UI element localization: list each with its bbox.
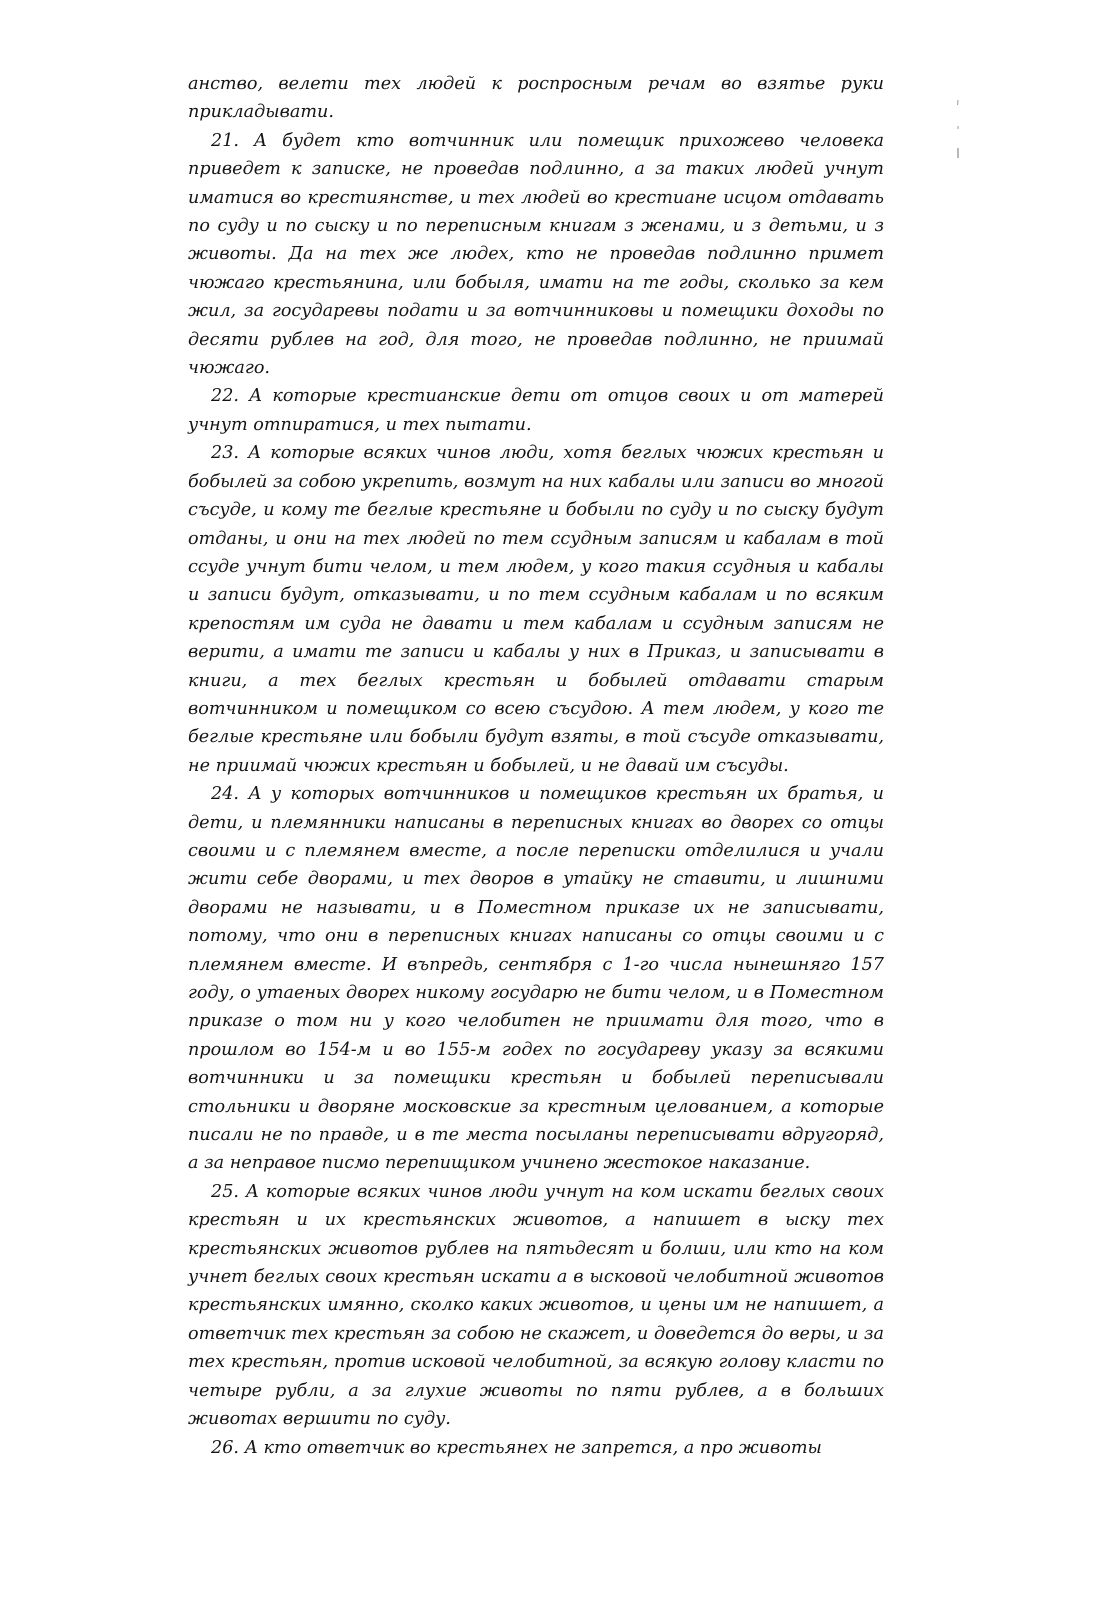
article-number: 24. [211,784,239,805]
paragraph-text: А которые всяких чинов люди учнут на ком искати беглых своих крестьян и их крестьянских животов, а напишет в ыску тех крестьянских животов рублев на пятьдесят и болши, или кто на ком учнет беглых своих крестьян искати а в ысковой челобитной животов крестьянских имянно, сколко каких животов, и цены им не напишет, а ответчик тех крестьян за собою не скажет, и доведется до веры, и за тех крестьян, против исковой челобитной, за всякую голову класти по четыре рубли, а за глухие животы по пяти рублев, а в больших животах вершити по суду. [188,1181,884,1430]
margin-marks [950,96,966,166]
paragraph-text: анство, велети тех людей к роспросным речам во взятье руки прикладывати. [188,74,884,123]
article-number: 23. [211,443,239,464]
paragraph-text: А у которых вотчинников и помещиков крестьян их братья, и дети, и племянники написаны в переписных книгах во дворех со отцы своими и с племянем вместе, а после переписки отделилися и учали жити себе дворами, и тех дворов в утайку не ставити, и лишними дворами не называти, и в Поместном приказе их не записывати, потому, что они в переписных книгах написаны со отцы своими и с племянем вместе. И въпредь, сентября с 1-го числа нынешняго 157 году, о утаеных дворех никому государю не бити челом, и в Поместном приказе о том ни у кого челобитен не приимати для того, что в прошлом во 154-м и во 155-м годех по государеву указу за всякими вотчинники и за помещики крестьян и бобылей переписывали стольники и дворяне московские за крестным целованием, а которые писали не по правде, и в те места посыланы переписывати вдругоряд, а за неправое писмо перепищиком учинено жестокое наказание. [188,784,885,1174]
paragraph-text: А которые всяких чинов люди, хотя беглых чюжих крестьян и бобылей за собою укрепить, возмут на них кабалы или записи во многой съсуде, и кому те беглые крестьяне и бобыли по суду и по сыску будут отданы, и они на тех людей по тем ссудным записям и кабалам в той ссуде учнут бити челом, и тем людем, у кого такия ссудныя и кабалы и записи будут, отказывати, и по тем ссудным кабалам и по всяким крепостям им суда не давати и тем кабалам и ссудным записям не верити, а имати те записи и кабалы у них в Приказ, и записывати в книги, а тех беглых крестьян и бобылей отдавати старым вотчинником и помещиком со всею съсудою. А тем людем, у кого те беглые крестьяне или бобыли будут взяты, в той съсуде отказывати, не приимай чюжих крестьян и бобылей, и не давай им съсуды. [188,443,884,776]
article-paragraph [188,127,884,383]
paragraph-text: А кто ответчик во крестьянех не запрется, а про животы [244,1437,822,1458]
article-paragraph [188,382,884,439]
article-paragraph [188,780,884,1178]
paragraph-text: А будет кто вотчинник или помещик прихожево человека приведет к записке, не проведав подлинно, а за таких людей учнут иматися во крестиянстве, и тех людей во крестиане исцом отдавать по суду и по сыску и по переписным книгам з женами, и з детьми, и з животы. Да на тех же людех, кто не проведав подлинно примет чюжаго крестьянина, или бобыля, имати на те годы, сколько за кем жил, за государевы подати и за вотчинниковы и помещики доходы по десяти рублев на год, для того, не проведав подлинно, не приимай чюжаго. [188,130,885,379]
article-paragraph [188,1178,884,1434]
document-page [188,70,884,1462]
article-number: 22. [211,386,239,407]
article-paragraph [188,1434,884,1462]
paragraph-text: А которые крестианские дети от отцов своих и от матерей учнут отпиратися, и тех пытати. [188,386,884,435]
article-number: 25. [211,1181,239,1202]
continuation-paragraph [188,70,884,127]
article-paragraph [188,439,884,780]
article-number: 21. [211,130,239,151]
article-number: 26. [211,1437,239,1458]
margin-marks-graphic [950,96,966,166]
